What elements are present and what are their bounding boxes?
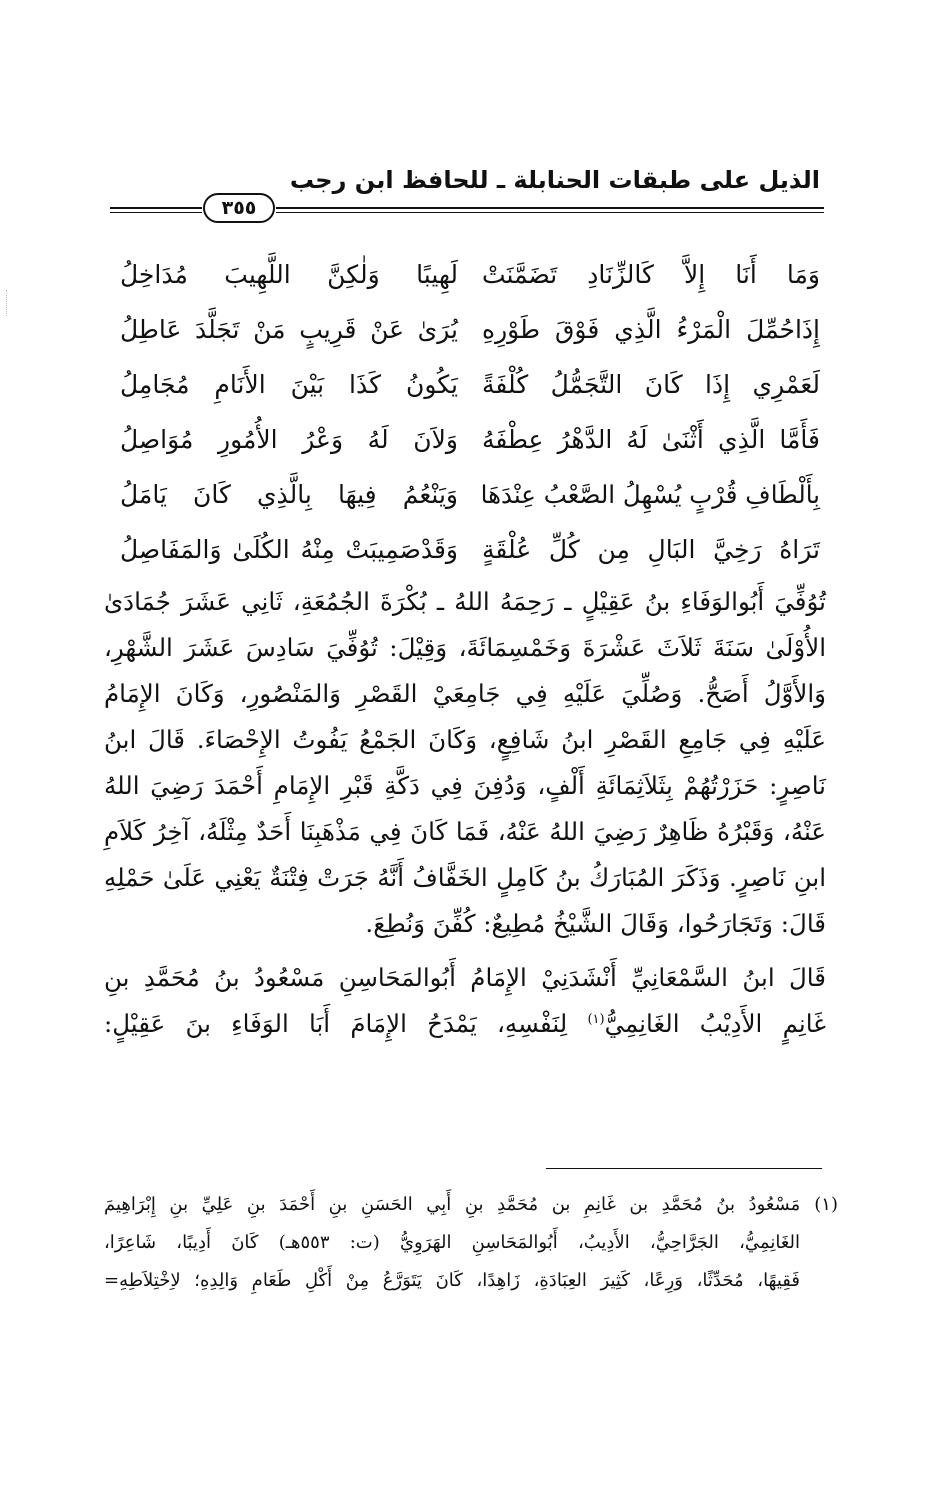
text-segment: غَانِمٍ الأَدِيْبُ الغَانِمِيُّ xyxy=(604,1009,826,1038)
poem-verse xyxy=(120,360,820,415)
header-rule-right xyxy=(276,207,824,213)
verse-second-hemistich: وَلاَنَ لَهُ وَعْرُ الأُمُورِ مُوَاصِلُ xyxy=(120,425,458,454)
footnote-separator xyxy=(546,1168,822,1169)
poem xyxy=(120,250,820,580)
verse-first-hemistich: لَعَمْرِي إِذَا كَانَ التَّجَمُّلُ كُلْفَةً xyxy=(482,370,820,399)
text-line: عَلَيْهِ فِي جَامِعِ القَصْرِ ابنُ شَافِعٍ، وَكَانَ الجَمْعُ يَفُوتُ الإِحْصَاءَ. قَالَ ابنُ xyxy=(104,725,826,754)
verse-second-hemistich: وَيَنْعُمُ فِيهَا بِالَّذِي كَانَ يَامَلُ xyxy=(120,480,458,509)
verse-first-hemistich: فَأَمَّا الَّذِي أَثْنَىٰ لَهُ الدَّهْرُ عِطْفَهُ xyxy=(482,425,820,454)
verse-second-hemistich: لَهِيبًا وَلٰكِنَّ اللَّهِيبَ مُدَاخِلُ xyxy=(120,260,458,289)
text-line: ابنِ نَاصِرٍ. وَذَكَرَ المُبَارَكُ بنُ كَامِلٍ الخَفَّافُ أَنَّهُ جَرَتْ فِتْنَةٌ يَعْنِي عَلَىٰ حَمْلِهِ xyxy=(104,863,826,892)
text-line-with-note xyxy=(104,1001,826,1047)
poem-verse xyxy=(120,415,820,470)
text-line: نَاصِرٍ: حَزَرْتُهُمْ بِثَلاَثِمَائَةِ أَلْفٍ، وَدُفِنَ فِي دَكَّةِ قَبْرِ الإِمَامِ أَحْمَدَ رَضِيَ اللهُ xyxy=(104,771,826,800)
verse-first-hemistich: بِأَلْطَافِ قُرْبٍ يُسْهِلُ الصَّعْبُ عِنْدَهَا xyxy=(480,480,820,509)
text-line: قَالَ ابنُ السَّمْعَانِيِّ أَنْشَدَنِيْ الإِمَامُ أَبُوالمَحَاسِنِ مَسْعُودُ بنُ مُحَمَّدِ بنِ xyxy=(104,963,826,992)
poem-verse xyxy=(120,525,820,580)
verse-second-hemistich: يَكُونُ كَذَا بَيْنَ الأَنَامِ مُجَامِلُ xyxy=(120,370,458,399)
poem-verse xyxy=(120,250,820,305)
margin-speck xyxy=(6,290,10,316)
text-line: عَنْهُ، وَقَبْرُهُ ظَاهِرٌ رَضِيَ اللهُ عَنْهُ، فَمَا كَانَ فِي مَذْهَبِنَا أَحَدٌ مِثْلَهُ، آخِرُ كَلاَمِ xyxy=(104,817,826,846)
poem-verse xyxy=(120,470,820,525)
header-rule-left xyxy=(110,207,202,213)
footnote-marker: (١) xyxy=(814,1194,838,1215)
verse-first-hemistich: وَمَا أَنَا إِلاَّ كَالزِّنَادِ تَضَمَّنَتْ xyxy=(482,260,820,289)
poem-verse xyxy=(120,305,820,360)
footnote-line: فَقِيهًا، مُحَدِّثًا، وَرِعًا، كَثِيرَ العِبَادَةِ، زَاهِدًا، كَانَ يَتَوَرَّعُ مِنْ أَكْلِ طَعَامِ وَالِدِهِ؛ لاِخْتِلاَطِهِ= xyxy=(104,1270,800,1291)
page-number: ٣٥٥ xyxy=(203,193,275,223)
verse-second-hemistich: يُرَىٰ عَنْ قَرِيبٍ مَنْ تَجَلَّدَ عَاطِلُ xyxy=(120,315,458,344)
text-line: تُوُفِّيَ أَبُوالوَفَاءِ بنُ عَقِيْلٍ ـ رَحِمَهُ اللهُ ـ بُكْرَةَ الجُمُعَةِ، ثَانِي عَشَرَ جُمَادَىٰ xyxy=(104,587,826,616)
text-line: الأُوْلَىٰ سَنَةَ ثَلاَثَ عَشْرَةَ وَخَمْسِمَائَةَ، وَقِيْلَ: تُوُفِّيَ سَادِسَ عَشَرَ الشَّهْرِ، xyxy=(104,633,826,662)
footnotes xyxy=(104,1186,838,1300)
text-line: وَالأَوَّلُ أَصَحُّ. وَصُلِّيَ عَلَيْهِ فِي جَامِعَيْ القَصْرِ وَالمَنْصُورِ، وَكَانَ الإِمَامُ xyxy=(104,679,826,708)
footnote-line xyxy=(104,1186,838,1224)
verse-first-hemistich: تَرَاهُ رَخِيَّ البَالِ مِن كُلِّ عُلْقَةٍ xyxy=(482,535,820,564)
verse-second-hemistich: وَقَدْصَمِيبَتْ مِنْهُ الكُلَىٰ وَالمَفَاصِلُ xyxy=(120,535,458,564)
footnote-line: الغَانِمِيُّ، الجَرَّاحِيُّ، الأَدِيبُ، أَبُوالمَحَاسِنِ الهَرَوِيُّ (ت: ٥٥٣هـ) كَانَ أَدِيبًا، شَاعِرًا، xyxy=(104,1232,800,1253)
footnote-reference[interactable]: (١) xyxy=(587,1011,605,1027)
text-line: قَالَ: وَتَجَارَحُوا، وَقَالَ الشَّيْخُ مُطِيعٌ: كُفِّنَ وَنُطِعَ. xyxy=(365,909,826,938)
footnote-text: مَسْعُودُ بنُ مُحَمَّدِ بن غَانِمِ بن مُحَمَّدِ بنِ أَبِي الحَسَنِ بنِ أَحْمَدَ بنِ عَلِيِّ بنِ إِبْرَاهِيمَ xyxy=(104,1194,801,1215)
text-segment: لِنَفْسِهِ، يَمْدَحُ الإِمَامَ أَبَا الوَفَاءِ بنَ عَقِيْلٍ: xyxy=(104,1009,568,1038)
running-title: الذيل على طبقات الحنابلة ـ للحافظ ابن رجب xyxy=(289,166,820,194)
verse-first-hemistich: إِذَاحُمِّلَ الْمَرْءُ الَّذِي فَوْقَ طَوْرِهِ xyxy=(482,315,820,344)
body-text xyxy=(104,579,826,1047)
